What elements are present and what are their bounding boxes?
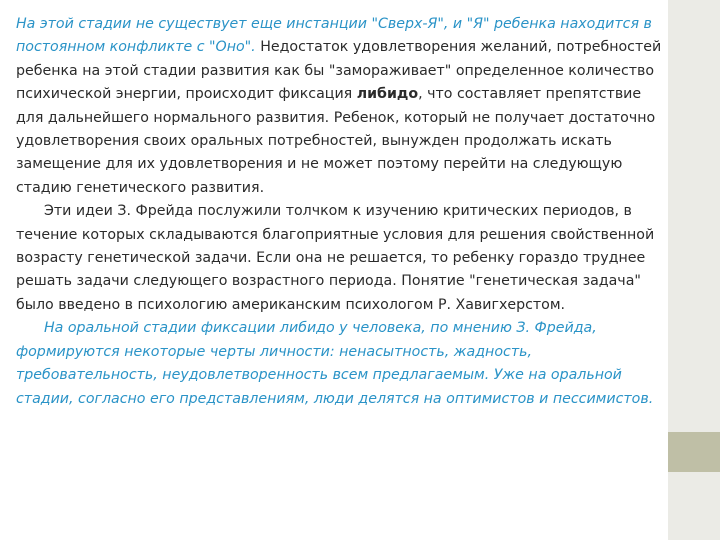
paragraph-1-bold-term: либидо (356, 86, 419, 103)
paragraph-1-text-before: Недостаток удовлетворения желаний, потребностей ребенка на этой стадии развития как бы "замораживает" определенное количество психической энергии, происходит фиксация (16, 39, 662, 103)
body-text (16, 13, 664, 411)
paragraph-1-accent: На этой стадии не существует еще инстанции "Сверх-Я", и "Я" ребенка находится в постоянном конфликте с "Оно". (16, 16, 652, 56)
paragraph-1 (16, 13, 664, 200)
right-sidebar-accent-block (668, 432, 720, 472)
paragraph-2: Эти идеи З. Фрейда послужили толчком к изучению критических периодов, в течение которых складываются благоприятные условия для решения свойственной возрасту генетической задачи. Если она не решается, то ребенку гораздо труднее решать задачи следующего возрастного периода. Понятие "генетическая задача" было введено в психологию американским психологом Р. Хавигхерстом. (16, 203, 655, 313)
paragraph-3: На оральной стадии фиксации либидо у человека, по мнению З. Фрейда, формируются некоторые черты личности: ненасытность, жадность, требовательность, неудовлетворенность всем предлагаемым. Уже на оральной стадии, согласно его представлениям, люди делятся на оптимистов и пессимистов. (16, 320, 654, 407)
paragraph-1-text-after: , что составляет препятствие для дальнейшего нормального развития. Ребенок, который не получает достаточно удовлетворения своих оральных потребностей, вынужден продолжать искать замещение для их удовлетворения и не может поэтому перейти на следующую стадию генетического развития. (16, 86, 656, 196)
